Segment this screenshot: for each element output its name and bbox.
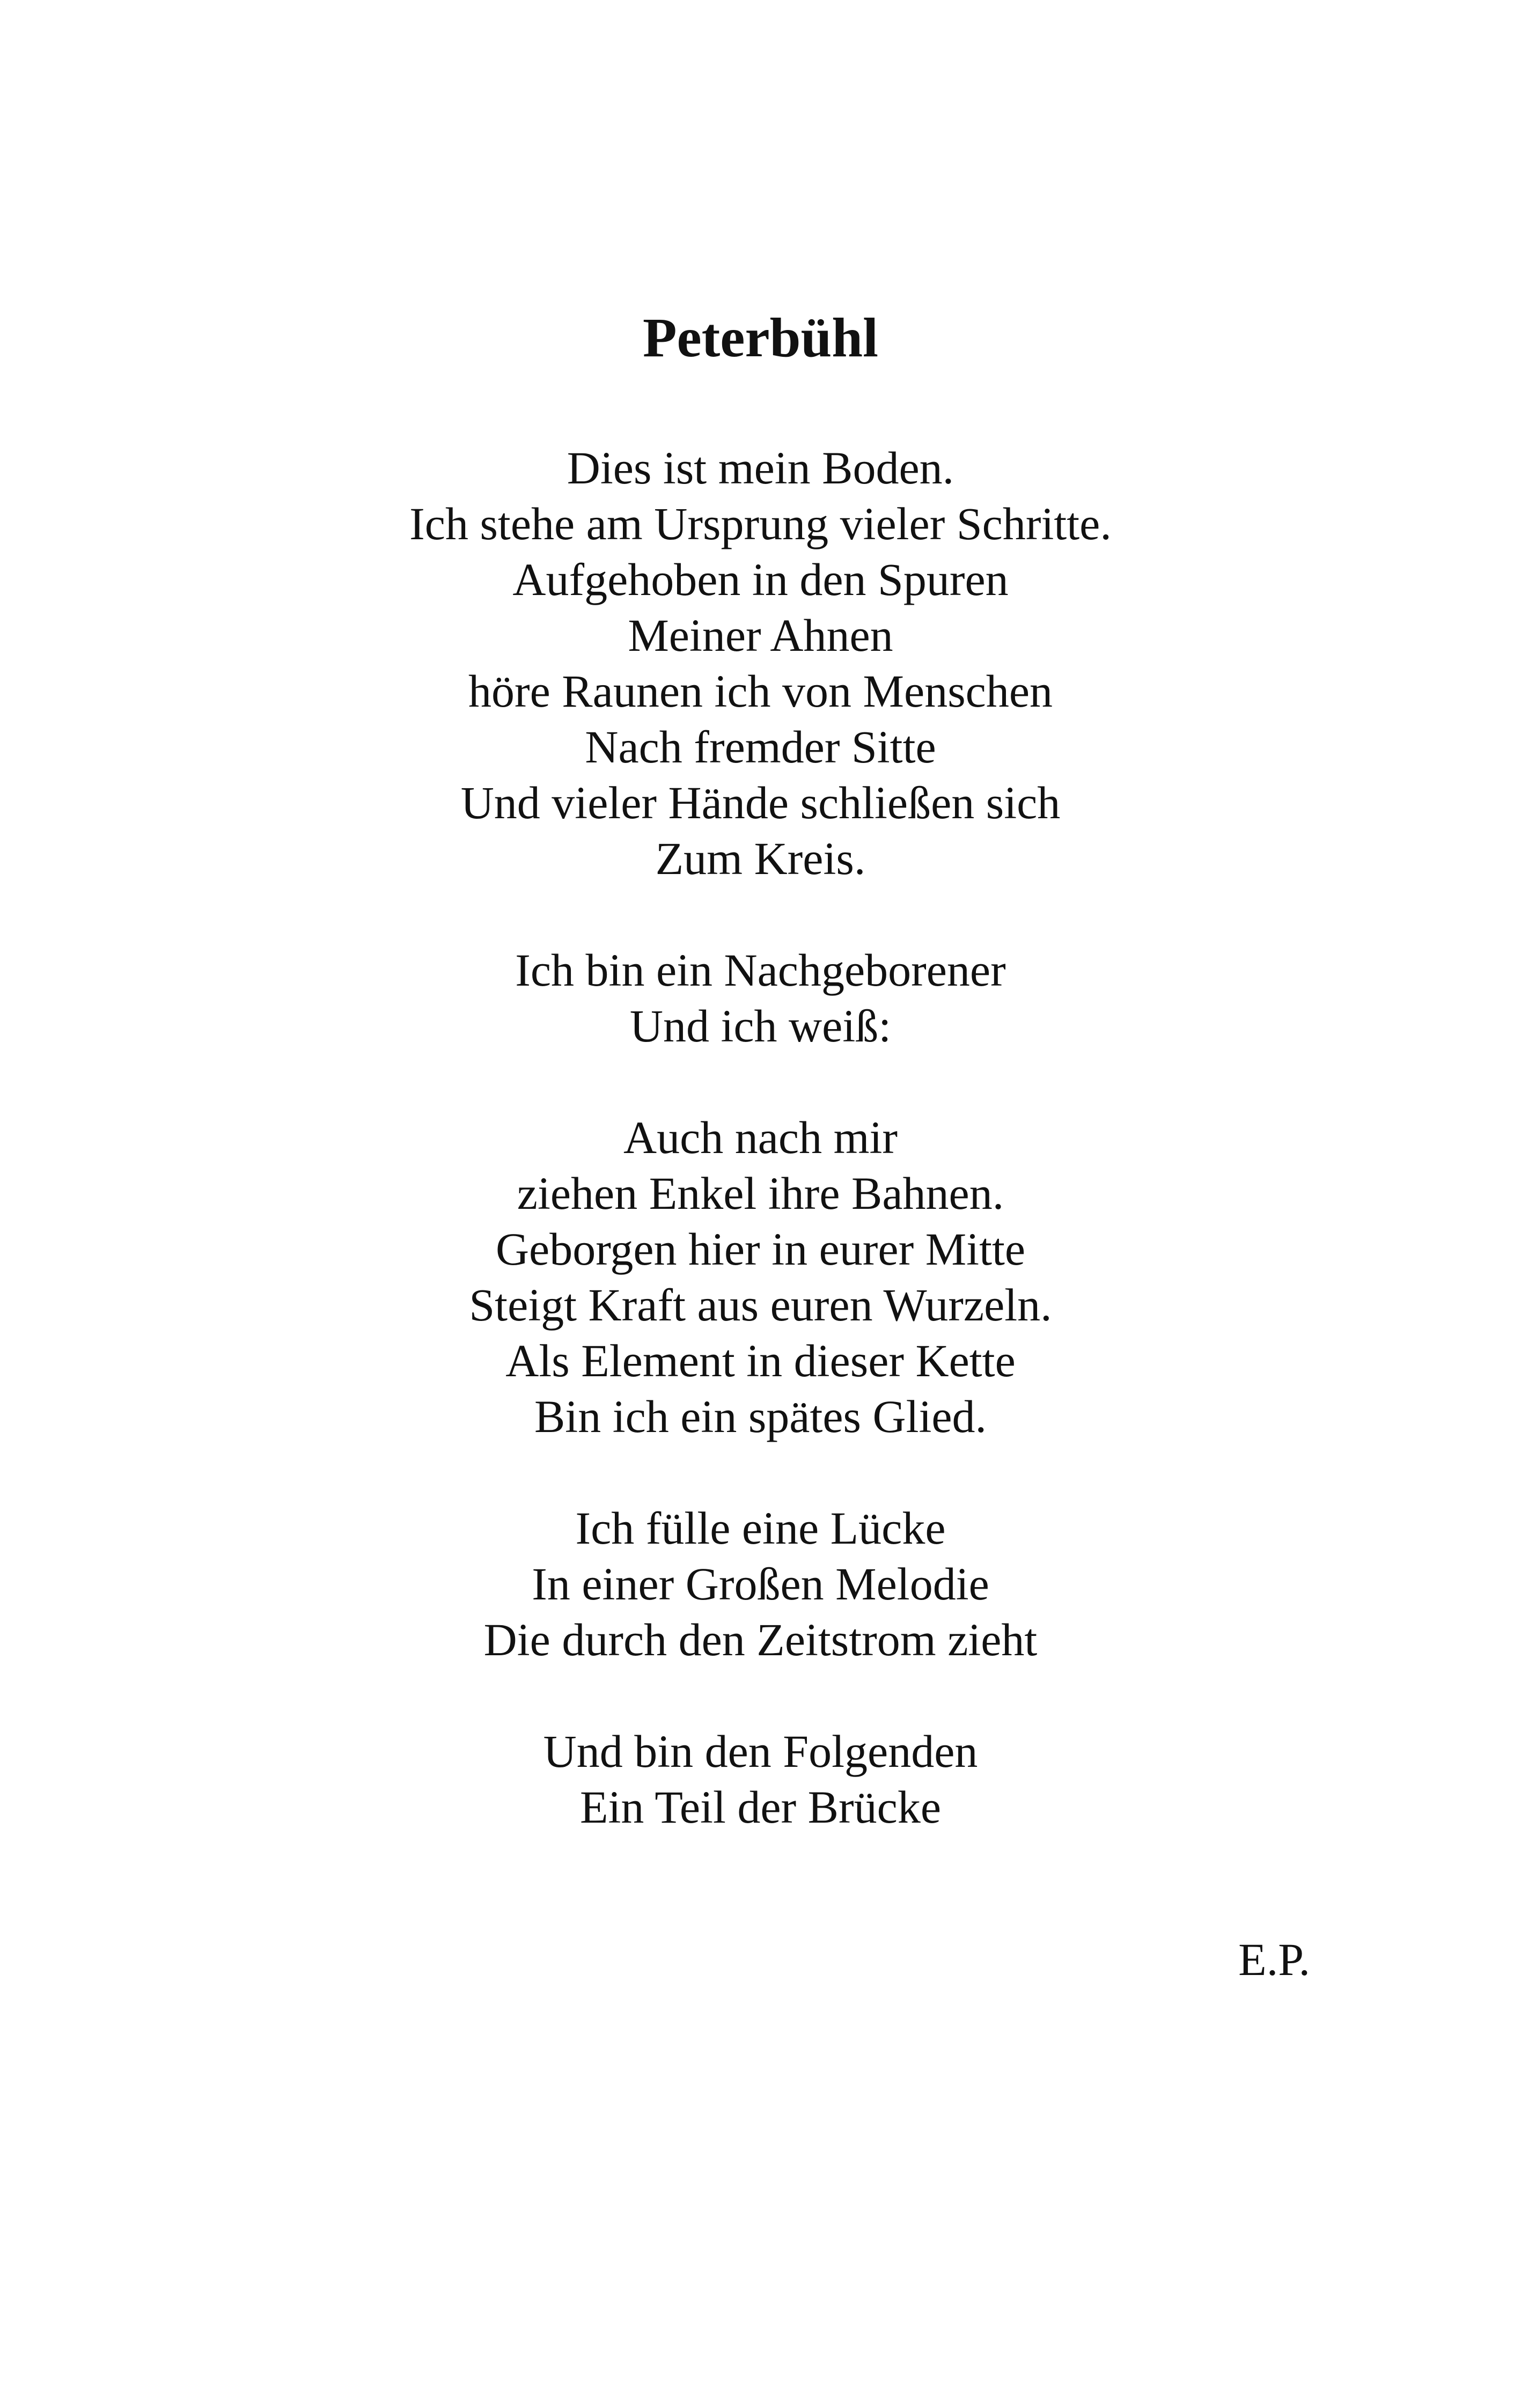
poem-line: Bin ich ein spätes Glied. [534, 1391, 987, 1442]
poem-line: Zum Kreis. [655, 833, 866, 884]
author-initials: E.P. [1238, 1934, 1310, 1985]
poem-title: Peterbühl [642, 307, 879, 369]
poem-body [0, 440, 1521, 1891]
poem-line: Meiner Ahnen [628, 610, 893, 661]
poem-line: Und ich weiß: [629, 1000, 892, 1052]
poem-line: Dies ist mein Boden. [567, 442, 954, 494]
poem-line: Steigt Kraft aus euren Wurzeln. [469, 1279, 1052, 1331]
stanza-1 [0, 440, 1521, 886]
stanza-5 [0, 1723, 1521, 1835]
stanza-4 [0, 1500, 1521, 1668]
poem-line: Und bin den Folgenden [543, 1726, 978, 1777]
poem-line: Und vieler Hände schließen sich [460, 777, 1061, 828]
stanza-3 [0, 1110, 1521, 1444]
poem-line: Nach fremder Sitte [585, 721, 936, 773]
poem-line: höre Raunen ich von Menschen [468, 665, 1053, 717]
poem-line: Geborgen hier in eurer Mitte [495, 1223, 1026, 1275]
poem-line: Aufgehoben in den Spuren [512, 554, 1009, 605]
poem-line: ziehen Enkel ihre Bahnen. [517, 1168, 1004, 1219]
poem-line: Als Element in dieser Kette [505, 1335, 1016, 1386]
poem-line: Auch nach mir [623, 1112, 898, 1163]
poem-line: Ich fülle eine Lücke [575, 1502, 946, 1554]
poem-line: In einer Großen Melodie [532, 1558, 989, 1610]
stanza-2 [0, 942, 1521, 1054]
poem-line: Die durch den Zeitstrom zieht [483, 1614, 1038, 1665]
poem-line: Ich bin ein Nachgeborener [515, 944, 1006, 996]
poem-line: Ich stehe am Ursprung vieler Schritte. [409, 498, 1112, 549]
poem-line: Ein Teil der Brücke [579, 1781, 941, 1833]
